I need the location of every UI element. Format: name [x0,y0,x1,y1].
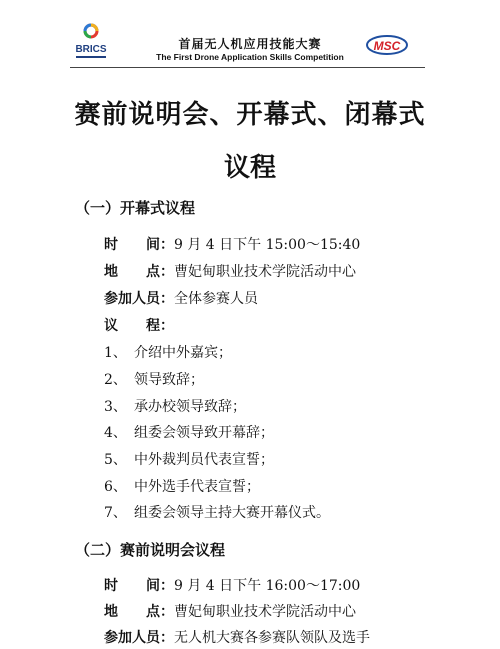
place-label: 地 点： [104,604,174,620]
opening-agenda-row [104,315,174,335]
opening-time-row [104,234,360,254]
list-item: 1、 介绍中外嘉宾； [104,345,232,361]
place-value: 曹妃甸职业技术学院活动中心 [174,604,356,620]
time-label: 时 间： [104,237,174,253]
briefing-people-row [104,627,370,647]
header-title-en: The First Drone Application Skills Competition [156,52,344,62]
logo-left-text: BRICS [75,44,107,55]
people-value: 无人机大赛各参赛队领队及选手 [174,630,370,646]
agenda-label: 议 程： [104,318,174,334]
list-item: 4、 组委会领导致开幕辞； [104,425,274,441]
logo-right-text: MSC [373,39,401,53]
time-value: 9 月 4 日下午 16:00～17:00 [174,578,361,594]
list-item: 5、 中外裁判员代表宣誓； [104,452,274,468]
document-title: 赛前说明会、开幕式、闭幕式 [74,100,426,130]
section-heading-opening: （一）开幕式议程 [75,199,196,217]
people-label: 参加人员： [104,291,174,307]
opening-place-row [104,261,356,281]
section-heading-briefing: （二）赛前说明会议程 [75,541,226,559]
header-divider [70,67,425,68]
opening-people-row [104,288,258,308]
list-item: 3、 承办校领导致辞； [104,399,246,415]
people-label: 参加人员： [104,630,174,646]
people-value: 全体参赛人员 [174,291,258,307]
list-item: 7、 组委会领导主持大赛开幕仪式。 [104,505,330,521]
header-title-cn: 首届无人机应用技能大赛 [178,37,322,51]
briefing-time-row [104,575,360,595]
list-item: 2、 领导致辞； [104,372,204,388]
time-value: 9 月 4 日下午 15:00～15:40 [174,237,361,253]
time-label: 时 间： [104,578,174,594]
document-title-line2: 议程 [223,153,276,183]
list-item: 6、 中外选手代表宣誓； [104,479,260,495]
imsc-logo [362,30,412,60]
place-label: 地 点： [104,264,174,280]
briefing-place-row [104,601,356,621]
place-value: 曹妃甸职业技术学院活动中心 [174,264,356,280]
page-header [0,0,500,66]
